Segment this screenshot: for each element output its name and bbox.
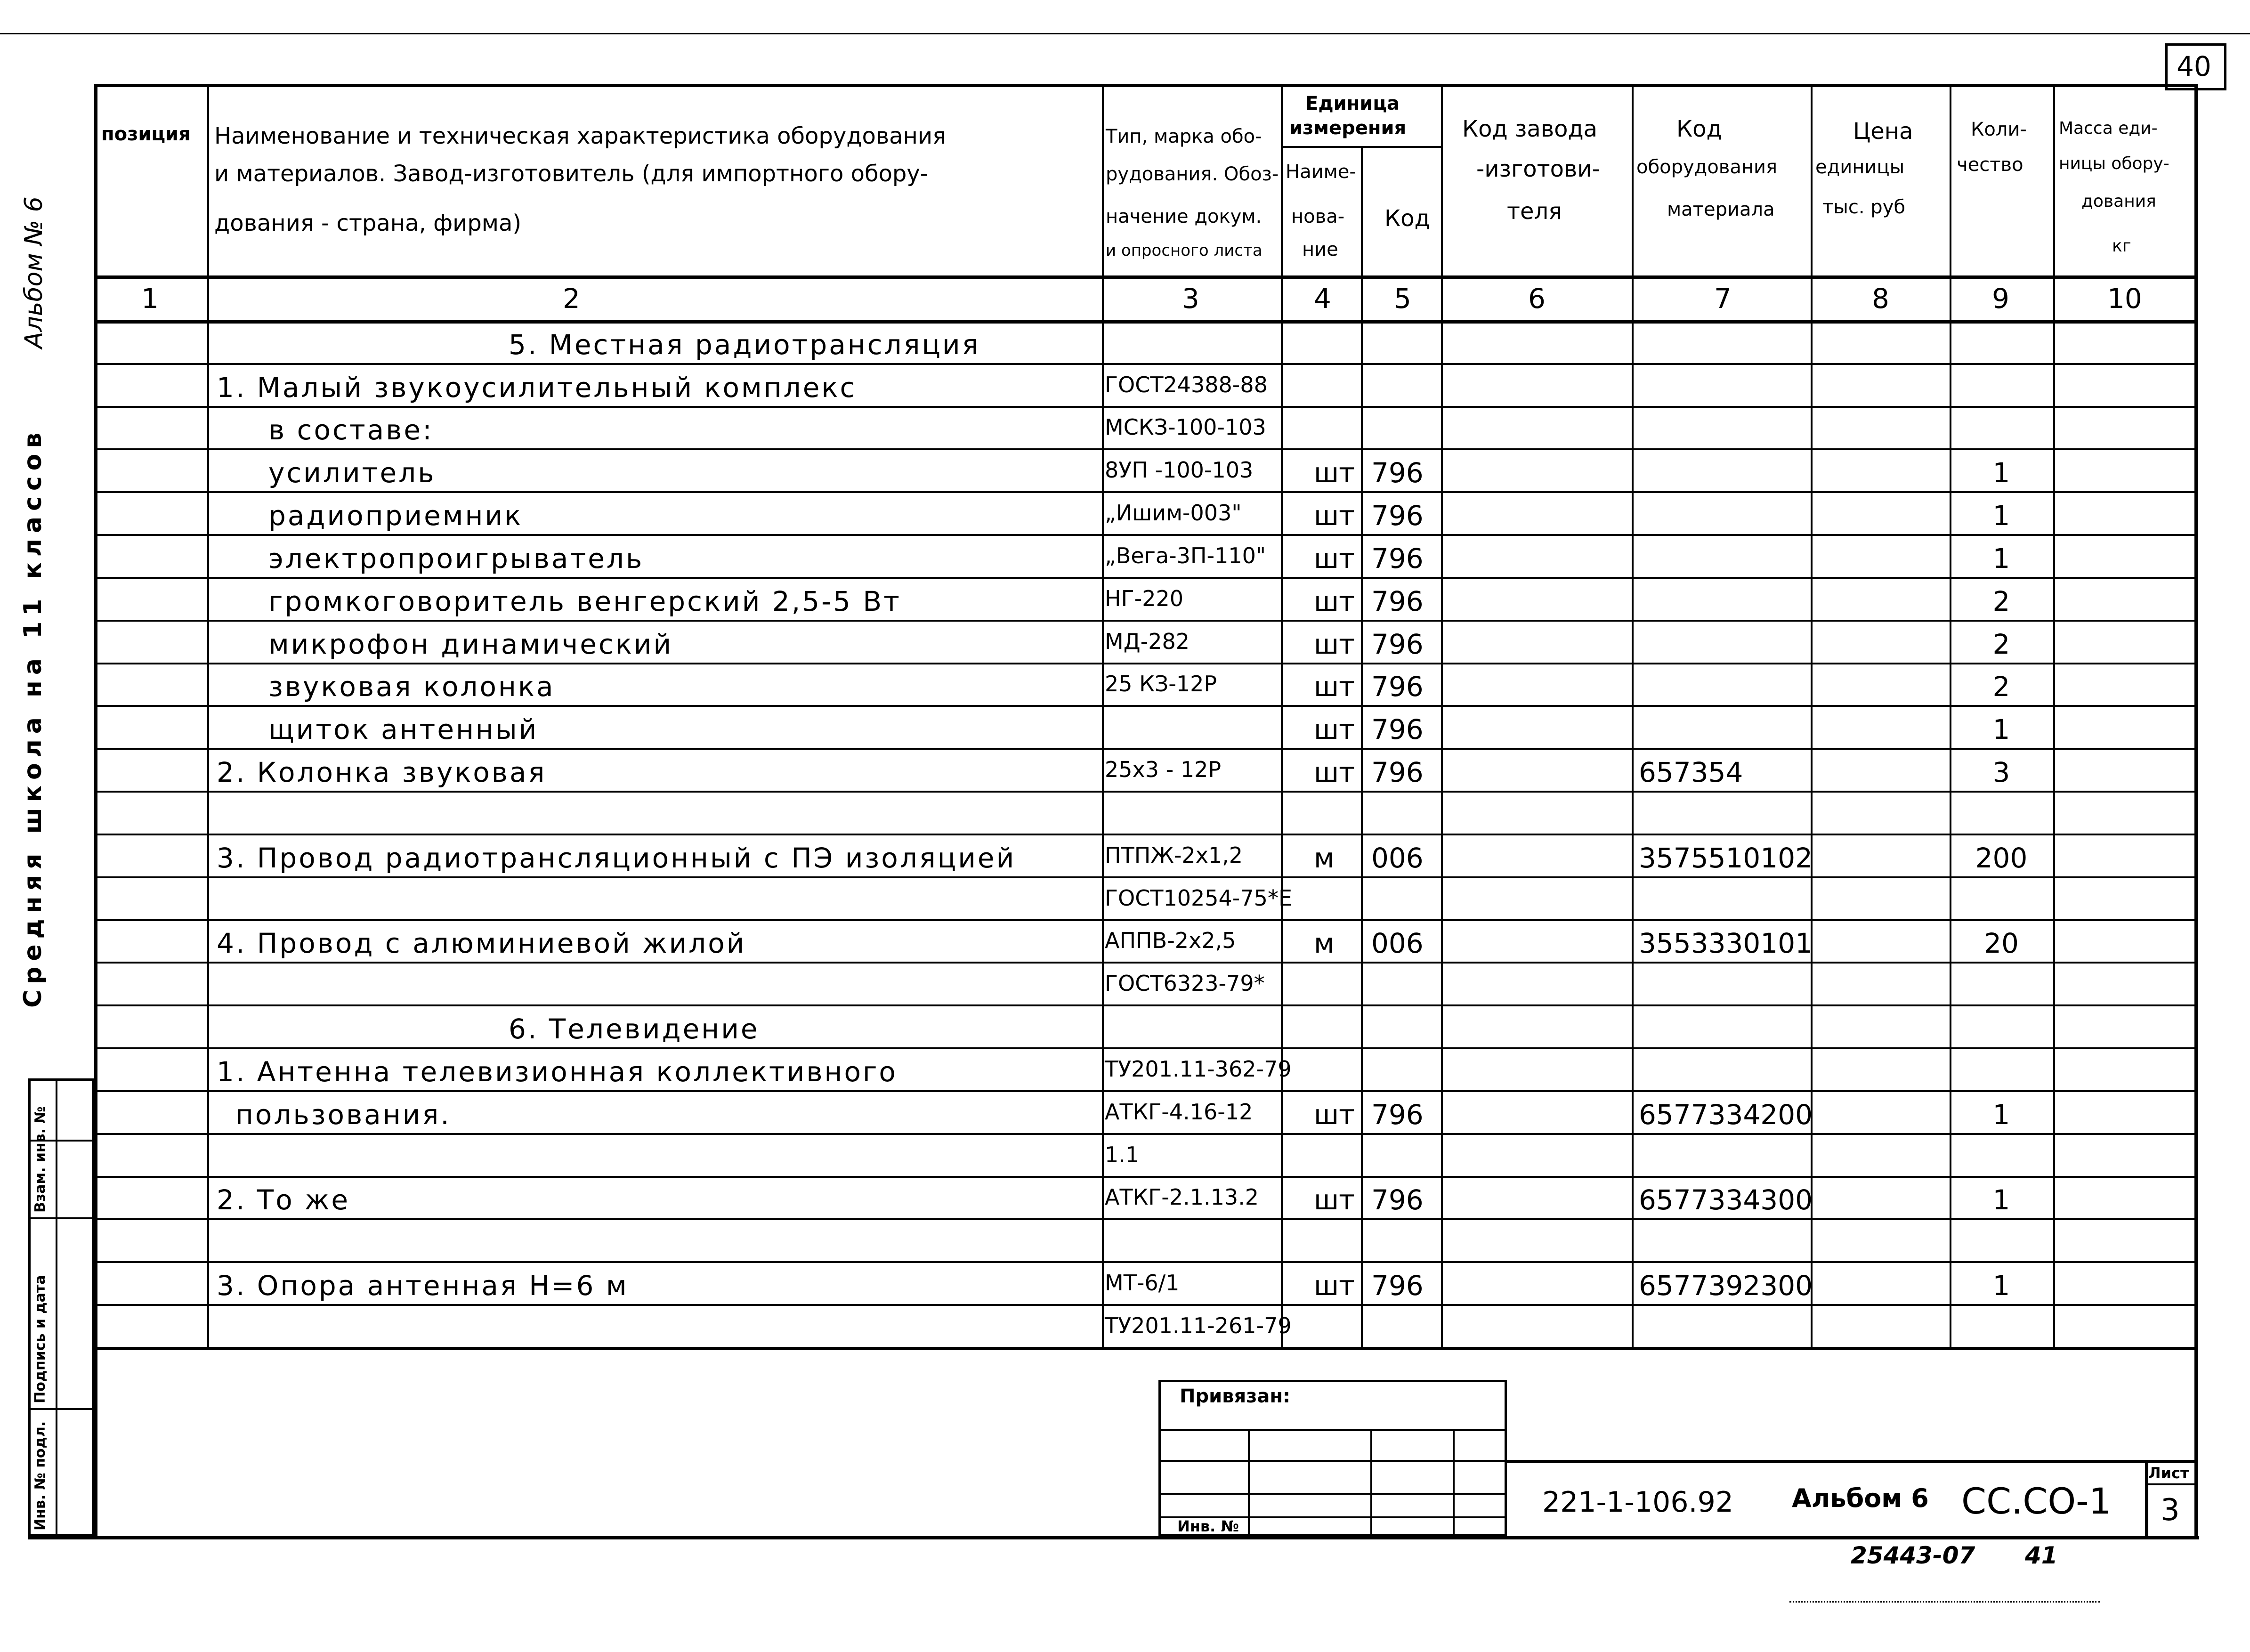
- cell-name: щиток антенный: [268, 713, 539, 745]
- header-col8-line1: Цена: [1853, 118, 1913, 145]
- cell-name: 3. Опора антенная Н=6 м: [217, 1270, 629, 1302]
- row-line: [94, 705, 2194, 707]
- frame-left: [94, 84, 97, 1538]
- cell-code: 796: [1371, 500, 1424, 532]
- privyazan-vline-2: [1370, 1429, 1372, 1536]
- cell-type: 1.1: [1105, 1142, 1140, 1167]
- cell-code: 796: [1371, 671, 1424, 703]
- frame-bottom: [28, 1536, 2199, 1539]
- cell-unit: шт: [1314, 1184, 1355, 1216]
- col-line-8: [1950, 84, 1951, 1347]
- cell-type: „Вега-3П-110": [1105, 543, 1266, 568]
- stamp-label-sign: Подпись и дата: [32, 1275, 49, 1403]
- sheet-code: СС.СО-1: [1961, 1480, 2112, 1522]
- row-line: [94, 1304, 2194, 1306]
- cell-code: 006: [1371, 842, 1424, 874]
- header-number-6: 6: [1528, 283, 1546, 315]
- cell-unit: шт: [1314, 1270, 1355, 1302]
- header-col3-line3: начение докум.: [1106, 206, 1262, 227]
- header-col7-line1: Код: [1676, 116, 1722, 142]
- header-number-3: 3: [1182, 283, 1199, 315]
- header-col3-line1: Тип, марка обо-: [1106, 126, 1262, 147]
- cell-name: усилитель: [268, 457, 436, 489]
- header-col4-line3: ние: [1302, 239, 1338, 260]
- row-line: [94, 1347, 2194, 1349]
- col-line-2: [1102, 84, 1104, 1347]
- cell-unit: шт: [1314, 500, 1355, 532]
- cell-name: 2. Колонка звуковая: [217, 756, 547, 788]
- header-numbers-line: [94, 320, 2194, 324]
- header-col2-line1: Наименование и техническая характеристика оборудования: [214, 123, 946, 149]
- header-col9-line1: Коли-: [1971, 119, 2027, 140]
- row-line: [94, 1261, 2194, 1263]
- cell-unit: м: [1314, 927, 1335, 959]
- cell-name: 1. Антенна телевизионная коллективного: [217, 1056, 898, 1088]
- cell-mat: 3575510102: [1639, 842, 1813, 874]
- cell-type: МД-282: [1105, 629, 1190, 654]
- row-line: [94, 1133, 2194, 1135]
- cell-type: 8УП -100-103: [1105, 457, 1254, 483]
- header-line: [94, 275, 2194, 279]
- header-col2-line3: дования - страна, фирма): [214, 210, 522, 236]
- cell-type: ТУ201.11-261-79: [1105, 1313, 1292, 1338]
- header-col10-line3: дования: [2081, 192, 2156, 211]
- header-col7-line3: материала: [1667, 199, 1775, 220]
- row-line: [94, 406, 2194, 408]
- cell-type: АППВ-2х2,5: [1105, 928, 1236, 953]
- cell-code: 796: [1371, 543, 1424, 575]
- cell-name: 3. Провод радиотрансляционный с ПЭ изоляцией: [217, 842, 1016, 874]
- cell-code: 796: [1371, 457, 1424, 489]
- inv-no-label: Инв. №: [1177, 1517, 1239, 1535]
- cell-name: 4. Провод с алюминиевой жилой: [217, 927, 746, 959]
- header-number-8: 8: [1872, 283, 1889, 315]
- row-line: [94, 876, 2194, 878]
- row-line: [94, 1176, 2194, 1178]
- header-col3-line4: и опросного листа: [1106, 241, 1263, 260]
- school-side-label: Средняя школа на 11 классов: [19, 427, 47, 1008]
- cell-unit: шт: [1314, 543, 1355, 575]
- cell-unit: шт: [1314, 628, 1355, 660]
- header-col10-line2: ницы обору-: [2059, 154, 2169, 173]
- cell-mat: 657354: [1639, 756, 1743, 788]
- row-line: [94, 363, 2194, 365]
- stamp-label-vzam: Взам. инв. №: [32, 1106, 49, 1213]
- cell-name: пользования.: [235, 1099, 451, 1131]
- cell-name: электропроигрыватель: [268, 543, 644, 575]
- header-col10-line1: Масса еди-: [2059, 119, 2158, 138]
- header-col10-line4: кг: [2112, 236, 2131, 256]
- cell-code: 796: [1371, 628, 1424, 660]
- cell-type: НГ-220: [1105, 586, 1184, 611]
- privyazan-vline-3: [1453, 1429, 1455, 1536]
- stamp-top-line: [1507, 1460, 2194, 1463]
- cell-mat: 3553330101: [1639, 927, 1813, 959]
- header-col1: позиция: [101, 123, 191, 145]
- top-border: [0, 33, 2250, 34]
- stamp-label-inv: Инв. № подл.: [32, 1421, 49, 1531]
- header-col6-line3: теля: [1507, 198, 1562, 225]
- header-col6-line1: Код завода: [1462, 116, 1598, 142]
- cell-type: ГОСТ6323-79*: [1105, 971, 1265, 996]
- cell-unit: м: [1314, 842, 1335, 874]
- list-label: Лист: [2148, 1464, 2189, 1482]
- stamp-line-2: [28, 1217, 94, 1219]
- cell-unit: шт: [1314, 756, 1355, 788]
- cell-name: в составе:: [268, 414, 434, 446]
- cell-mat: 6577334300: [1639, 1184, 1813, 1216]
- unit-group-line: [1281, 146, 1441, 148]
- privyazan-line-3: [1158, 1493, 1507, 1495]
- list-number: 3: [2161, 1493, 2180, 1528]
- col-line-3: [1281, 84, 1283, 1347]
- cell-type: 25х3 - 12Р: [1105, 757, 1222, 782]
- cell-name: 2. То же: [217, 1184, 350, 1216]
- header-col4-line2: нова-: [1291, 206, 1345, 227]
- cell-type: ГОСТ24388-88: [1105, 372, 1268, 397]
- row-line: [94, 577, 2194, 579]
- cell-code: 006: [1371, 927, 1424, 959]
- col-line-7: [1811, 84, 1813, 1347]
- row-line: [94, 1047, 2194, 1049]
- header-col4-line1: Наиме-: [1286, 161, 1356, 183]
- col-line-1: [207, 84, 209, 1347]
- cell-type: АТКГ-2.1.13.2: [1105, 1184, 1259, 1210]
- cell-code: 796: [1371, 756, 1424, 788]
- header-col5: Код: [1384, 205, 1430, 232]
- cell-code: 796: [1371, 1270, 1424, 1302]
- privyazan-line-1: [1158, 1429, 1507, 1431]
- page-number: 40: [2177, 50, 2211, 82]
- frame-right: [2194, 84, 2198, 1538]
- header-number-10: 10: [2107, 283, 2142, 315]
- cell-unit: шт: [1314, 585, 1355, 617]
- stamp-divider: [56, 1078, 57, 1536]
- header-unit-line1: Единица: [1305, 93, 1400, 114]
- album-label: Альбом 6: [1792, 1483, 1929, 1513]
- bottom-num: 41: [2025, 1542, 2058, 1569]
- header-col8-line2: единицы: [1815, 156, 1905, 178]
- row-line: [94, 620, 2194, 622]
- cell-unit: шт: [1314, 671, 1355, 703]
- row-line: [94, 1218, 2194, 1220]
- row-line: [94, 1004, 2194, 1006]
- cell-code: 796: [1371, 585, 1424, 617]
- cell-type: 25 КЗ-12Р: [1105, 671, 1217, 696]
- privyazan-vline-1: [1248, 1429, 1250, 1536]
- cell-name: радиоприемник: [268, 500, 523, 532]
- doc-code: 221-1-106.92: [1542, 1486, 1733, 1519]
- stamp-line-3: [28, 1408, 94, 1410]
- frame-top: [94, 84, 2194, 87]
- cell-code: 796: [1371, 1099, 1424, 1131]
- row-line: [94, 663, 2194, 664]
- cell-mat: 6577392300: [1639, 1270, 1813, 1302]
- header-col3-line2: рудования. Обоз-: [1106, 163, 1279, 185]
- cell-unit: шт: [1314, 713, 1355, 745]
- header-number-5: 5: [1394, 283, 1411, 315]
- row-line: [94, 491, 2194, 493]
- cell-type: „Ишим-003": [1105, 500, 1242, 526]
- header-col9-line2: чество: [1957, 154, 2023, 176]
- col-line-5: [1441, 84, 1443, 1347]
- row-line: [94, 748, 2194, 750]
- bottom-dotted-line: [1789, 1601, 2100, 1603]
- list-box-divider: [2145, 1460, 2148, 1536]
- row-line: [94, 962, 2194, 964]
- cell-type: ПТПЖ-2х1,2: [1105, 842, 1243, 868]
- privyazan-label: Привязан:: [1180, 1385, 1290, 1407]
- header-number-9: 9: [1992, 283, 2009, 315]
- header-col6-line2: -изготови-: [1476, 156, 1600, 182]
- list-label-line: [2145, 1483, 2194, 1485]
- col-line-9: [2053, 84, 2055, 1347]
- col-line-4: [1361, 146, 1363, 1347]
- cell-type: ГОСТ10254-75*Е: [1105, 885, 1293, 911]
- row-line: [94, 534, 2194, 536]
- cell-type: МТ-6/1: [1105, 1270, 1180, 1296]
- col-line-6: [1632, 84, 1634, 1347]
- row-line: [94, 448, 2194, 450]
- cell-name: 5. Местная радиотрансляция: [509, 329, 980, 361]
- cell-name: 6. Телевидение: [509, 1013, 760, 1045]
- row-line: [94, 791, 2194, 793]
- cell-name: 1. Малый звукоусилительный комплекс: [217, 372, 857, 404]
- cell-type: МСКЗ-100-103: [1105, 414, 1266, 440]
- cell-type: ТУ201.11-362-79: [1105, 1056, 1292, 1082]
- header-unit-line2: измерения: [1289, 117, 1407, 139]
- cell-name: звуковая колонка: [268, 671, 555, 703]
- row-line: [94, 1090, 2194, 1092]
- row-line: [94, 919, 2194, 921]
- cell-code: 796: [1371, 1184, 1424, 1216]
- header-number-7: 7: [1714, 283, 1732, 315]
- cell-unit: шт: [1314, 1099, 1355, 1131]
- row-line: [94, 834, 2194, 835]
- header-number-1: 1: [141, 283, 159, 315]
- cell-code: 796: [1371, 713, 1424, 745]
- cell-type: АТКГ-4.16-12: [1105, 1099, 1253, 1125]
- cell-name: громкоговоритель венгерский 2,5-5 Вт: [268, 585, 901, 617]
- header-number-2: 2: [563, 283, 580, 315]
- album-side-label: Альбом № 6: [20, 196, 48, 348]
- header-col2-line2: и материалов. Завод-изготовитель (для импортного обору-: [214, 161, 929, 187]
- header-col8-line3: тыс. руб: [1822, 196, 1906, 218]
- cell-mat: 6577334200: [1639, 1099, 1813, 1131]
- bottom-code: 25443-07: [1851, 1542, 1975, 1569]
- header-col7-line2: оборудования: [1636, 156, 1778, 178]
- cell-unit: шт: [1314, 457, 1355, 489]
- header-number-4: 4: [1314, 283, 1331, 315]
- privyazan-line-2: [1158, 1460, 1507, 1462]
- cell-name: микрофон динамический: [268, 628, 673, 660]
